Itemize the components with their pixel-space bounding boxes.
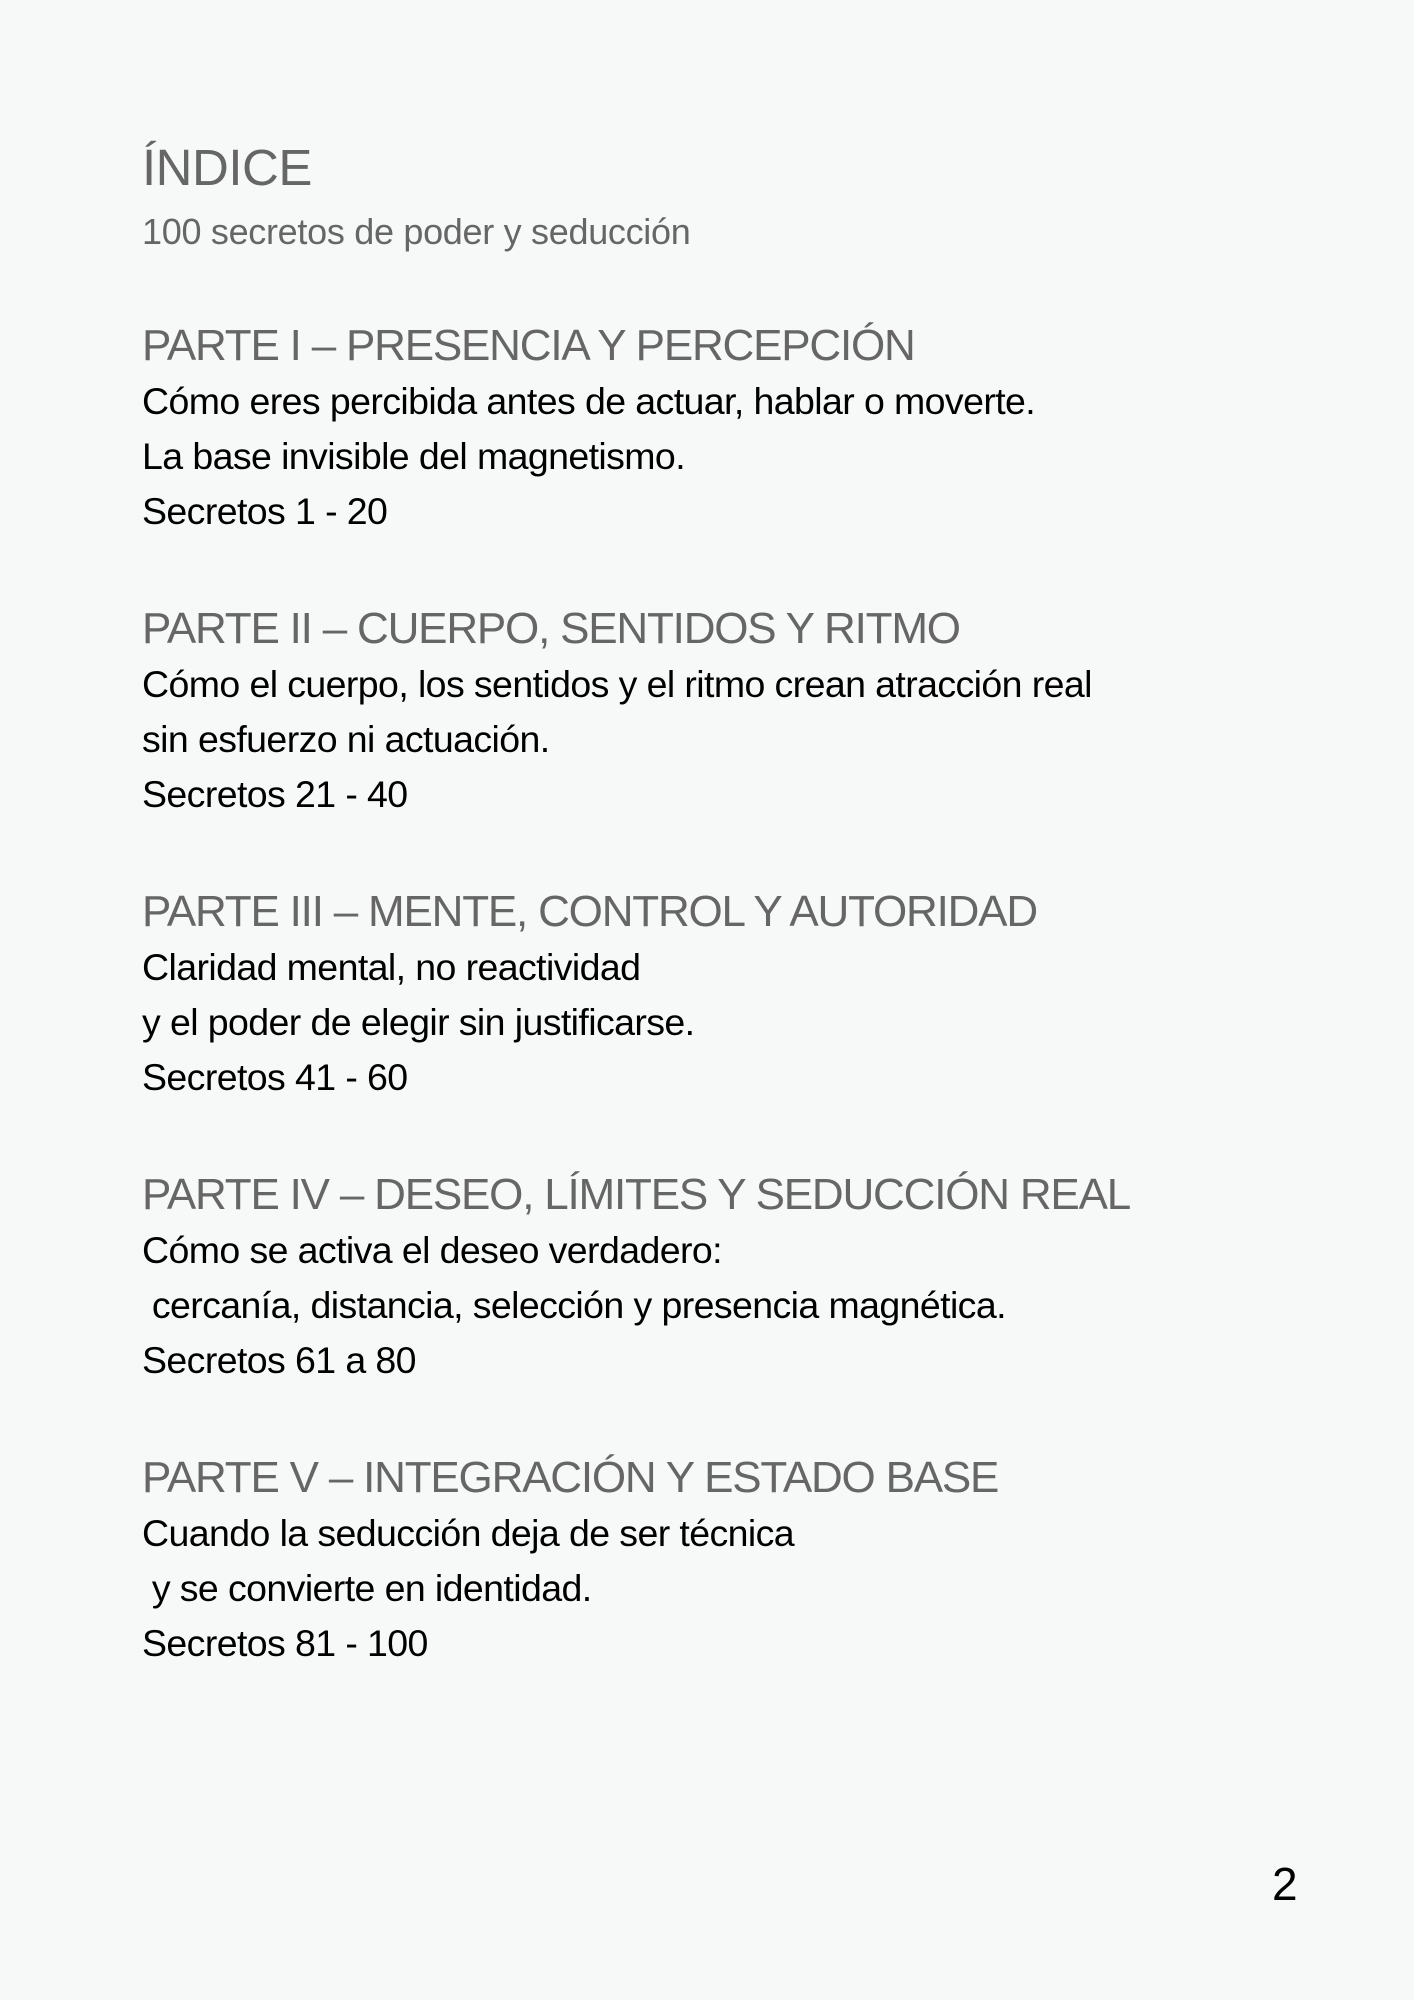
section-heading: PARTE II – CUERPO, SENTIDOS Y RITMO [142, 604, 960, 653]
section-heading: PARTE I – PRESENCIA Y PERCEPCIÓN [142, 321, 915, 370]
section-description-line: Cómo el cuerpo, los sentidos y el ritmo crean atracción real [142, 663, 1092, 705]
section-part-3 [142, 884, 1037, 1105]
section-description-line: y se convierte en identidad. [142, 1567, 592, 1609]
section-description-line: Cómo eres percibida antes de actuar, hablar o moverte. [142, 380, 1036, 422]
section-heading: PARTE III – MENTE, CONTROL Y AUTORIDAD [142, 887, 1037, 936]
section-part-5 [142, 1450, 998, 1671]
page-number: 2 [1272, 1858, 1298, 1910]
section-description-line: Cuando la seducción deja de ser técnica [142, 1512, 795, 1554]
section-description-line: Cómo se activa el deseo verdadero: [142, 1229, 722, 1271]
section-description-line: sin esfuerzo ni actuación. [142, 718, 550, 760]
section-secret-range: Secretos 61 a 80 [142, 1339, 416, 1381]
section-description-line: y el poder de elegir sin justificarse. [142, 1001, 695, 1043]
section-part-2 [142, 601, 1092, 822]
section-part-4 [142, 1167, 1130, 1388]
section-description-line: La base invisible del magnetismo. [142, 435, 686, 477]
section-description-line: cercanía, distancia, selección y presencia magnética. [142, 1284, 1006, 1326]
section-heading: PARTE IV – DESEO, LÍMITES Y SEDUCCIÓN REAL [142, 1170, 1130, 1219]
section-secret-range: Secretos 41 - 60 [142, 1056, 408, 1098]
section-secret-range: Secretos 1 - 20 [142, 490, 388, 532]
section-secret-range: Secretos 81 - 100 [142, 1622, 428, 1664]
section-secret-range: Secretos 21 - 40 [142, 773, 408, 815]
page-subtitle: 100 secretos de poder y seducción [142, 211, 691, 252]
section-description-line: Claridad mental, no reactividad [142, 946, 641, 988]
page-title: ÍNDICE [142, 139, 312, 196]
section-heading: PARTE V – INTEGRACIÓN Y ESTADO BASE [142, 1453, 999, 1502]
section-part-1 [142, 318, 1035, 539]
